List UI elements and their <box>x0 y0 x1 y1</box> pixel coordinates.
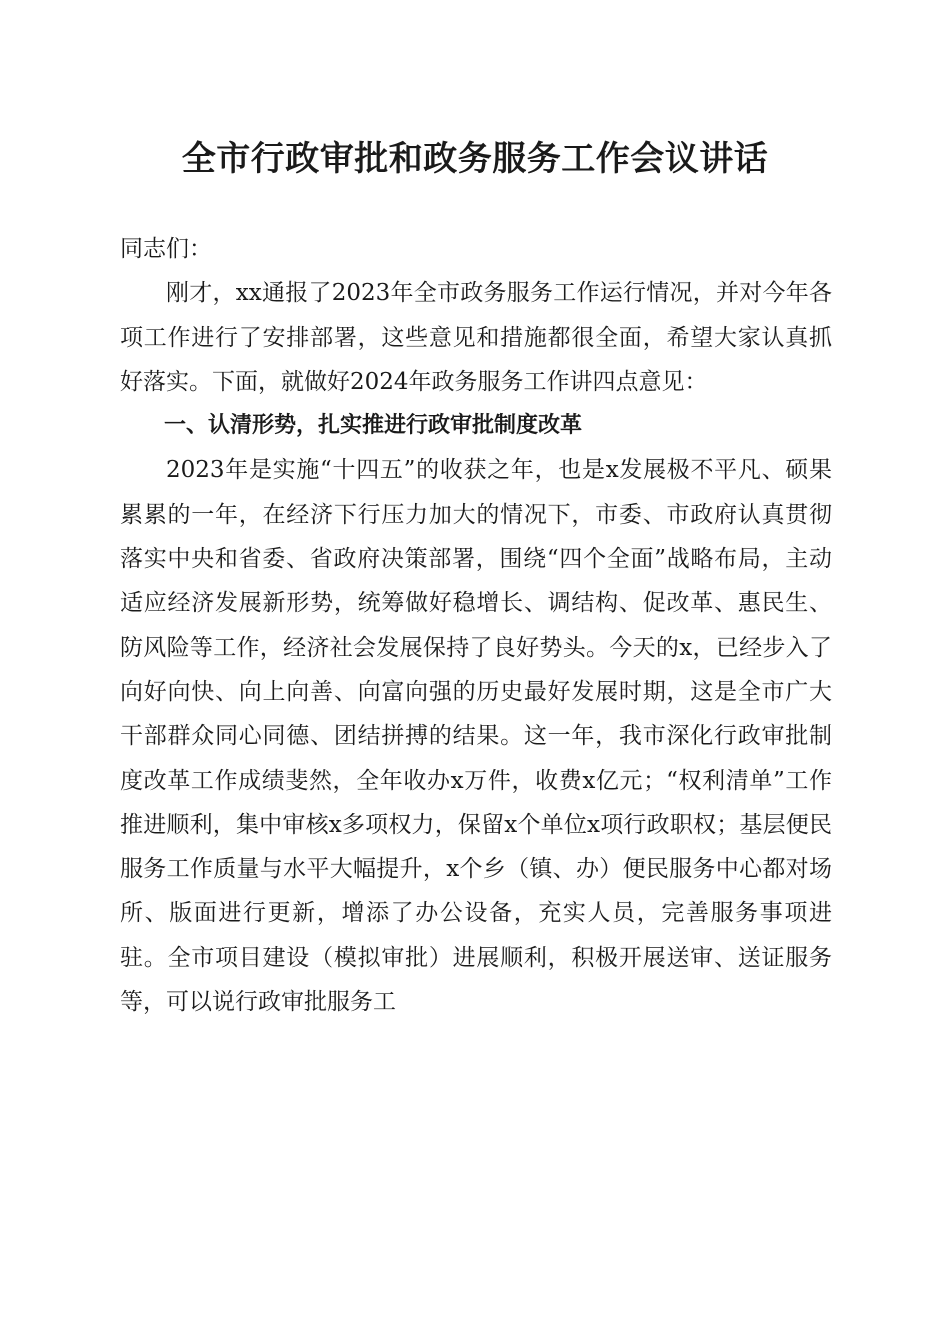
section-heading-1: 一、认清形势，扎实推进行政审批制度改革 <box>164 413 583 439</box>
document-title: 全市行政审批和政务服务工作会议讲话 <box>181 139 769 179</box>
document-body <box>120 227 832 1024</box>
section-1-paragraph: 2023年是实施“十四五”的收获之年，也是x发展极不平凡、硕果累累的一年，在经济下行压力加大的情况下，市委、市政府认真贯彻落实中央和省委、省政府决策部署，围绕“四个全面”战略布局，主动适应经济发展新形势，统筹做好稳增长、调结构、促改革、惠民生、防风险等工作，经济社会发展保持了良好势头。今天的x，已经步入了向好向快、向上向善、向富向强的历史最好发展时期，这是全市广大干部群众同心同德、团结拼搏的结果。这一年，我市深化行政审批制度改革工作成绩斐然，全年收办x万件，收费x亿元；“权利清单”工作推进顺利，集中审核x多项权力，保留x个单位x项行政职权；基层便民服务工作质量与水平大幅提升，x个乡（镇、办）便民服务中心都对场所、版面进行更新，增添了办公设备，充实人员，完善服务事项进驻。全市项目建设（模拟审批）进展顺利，积极开展送审、送证服务等，可以说行政审批服务工 <box>120 457 832 1016</box>
salutation: 同志们： <box>120 236 212 262</box>
intro-paragraph: 刚才，xx通报了2023年全市政务服务工作运行情况，并对今年各项工作进行了安排部署，这些意见和措施都很全面，希望大家认真抓好落实。下面，就做好2024年政务服务工作讲四点意见： <box>120 280 832 395</box>
